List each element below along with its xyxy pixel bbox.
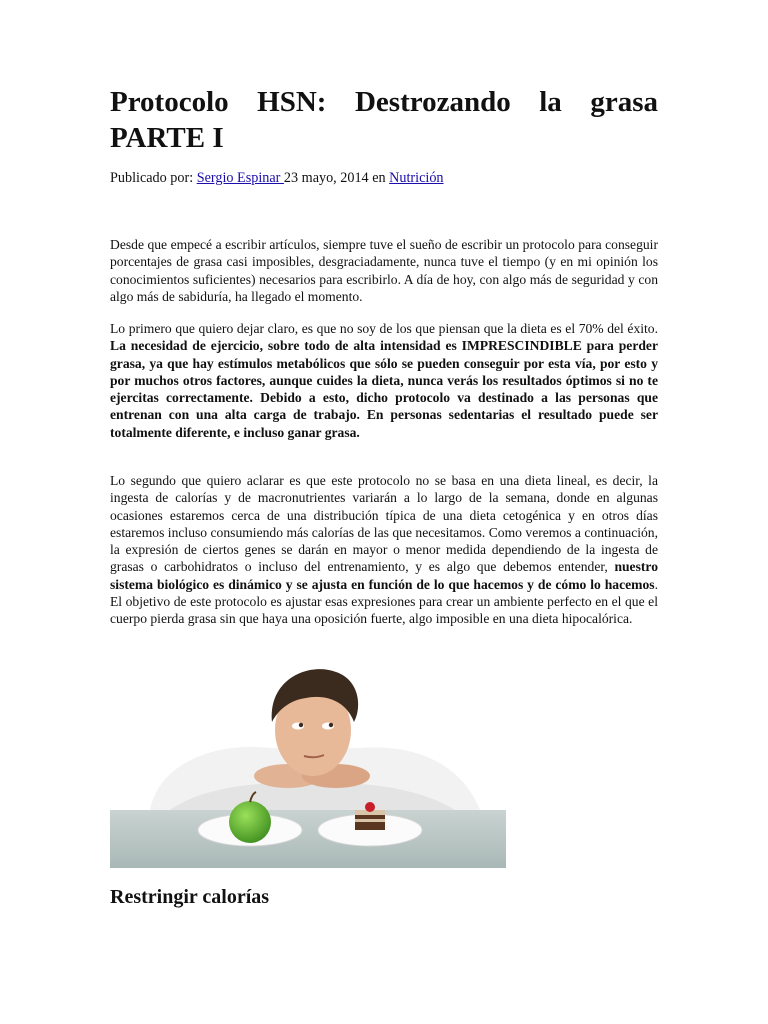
paragraph-protocol-normal-1: Lo segundo que quiero aclarar es que este protocolo no se basa en una dieta lineal, es decir, la ingesta de calorías y de macronutrientes variarán a lo largo de la semana, donde en algunas ocasiones estaremos cerca de una distribución típica de una dieta cetogénica y en otros días estaremos incluso consumiendo más calorías de las que necesitamos. Como veremos a continuación, la expresión de ciertos genes se darán en mayor o menor medida dependiendo de la ingesta de grasas o carbohidratos o incluso del entrenamiento, y es algo que debemos entender,: [110, 473, 658, 575]
paragraph-protocol-bold: nuestro sistema biológico es dinámico y se ajusta en función de lo que hacemos y de cómo lo hacemos: [110, 559, 658, 592]
paragraph-intro: Desde que empecé a escribir artículos, siempre tuve el sueño de escribir un protocolo para conseguir porcentajes de grasa casi imposibles, desgraciadamente, nunca tuve el tiempo (y en mi opinión los conocimientos suficientes) necesarios para escribirlo. A día de hoy, con algo más de seguridad y con algo más de sabiduría, ha llegado el momento.: [110, 237, 658, 304]
article-title: Protocolo HSN: Destrozando la grasa PARTE I: [110, 86, 658, 154]
paragraph-protocol-normal-2: . El objetivo de este protocolo es ajustar esas expresiones para crear un ambiente perfecto en el que el cuerpo pierda grasa sin que haya una oposición fuerte, algo imposible en una dieta hipocalórica.: [110, 576, 658, 627]
byline-date: 23 mayo, 2014 en: [283, 170, 390, 186]
article-photo: [110, 660, 506, 868]
man-with-apple-and-cake-illustration: [110, 660, 506, 868]
author-link[interactable]: Sergio Espinar: [196, 170, 284, 186]
byline-prefix: Publicado por:: [110, 170, 197, 186]
article-byline: [110, 168, 670, 188]
paragraph-exercise-normal: Lo primero que quiero dejar claro, es que no soy de los que piensan que la dieta es el 70% del éxito.: [110, 321, 658, 336]
paragraph-exercise-bold: La necesidad de ejercicio, sobre todo de alta intensidad es IMPRESCINDIBLE para perder grasa, ya que hay estímulos metabólicos que sólo se pueden conseguir por esta vía, por esto y por muchos otros factores, aunque cuides la dieta, nunca verás los resultados óptimos si no te ejercitas correctamente. Debido a esto, dicho protocolo va destinado a las personas que entrenan con una alta carga de trabajo. En personas sedentarias el resultado puede ser totalmente diferente, e incluso ganar grasa.: [110, 338, 658, 440]
paragraph-exercise: [110, 320, 658, 441]
category-link[interactable]: Nutrición: [389, 170, 444, 186]
section-heading: Restringir calorías: [110, 886, 270, 908]
paragraph-protocol: [110, 472, 658, 628]
